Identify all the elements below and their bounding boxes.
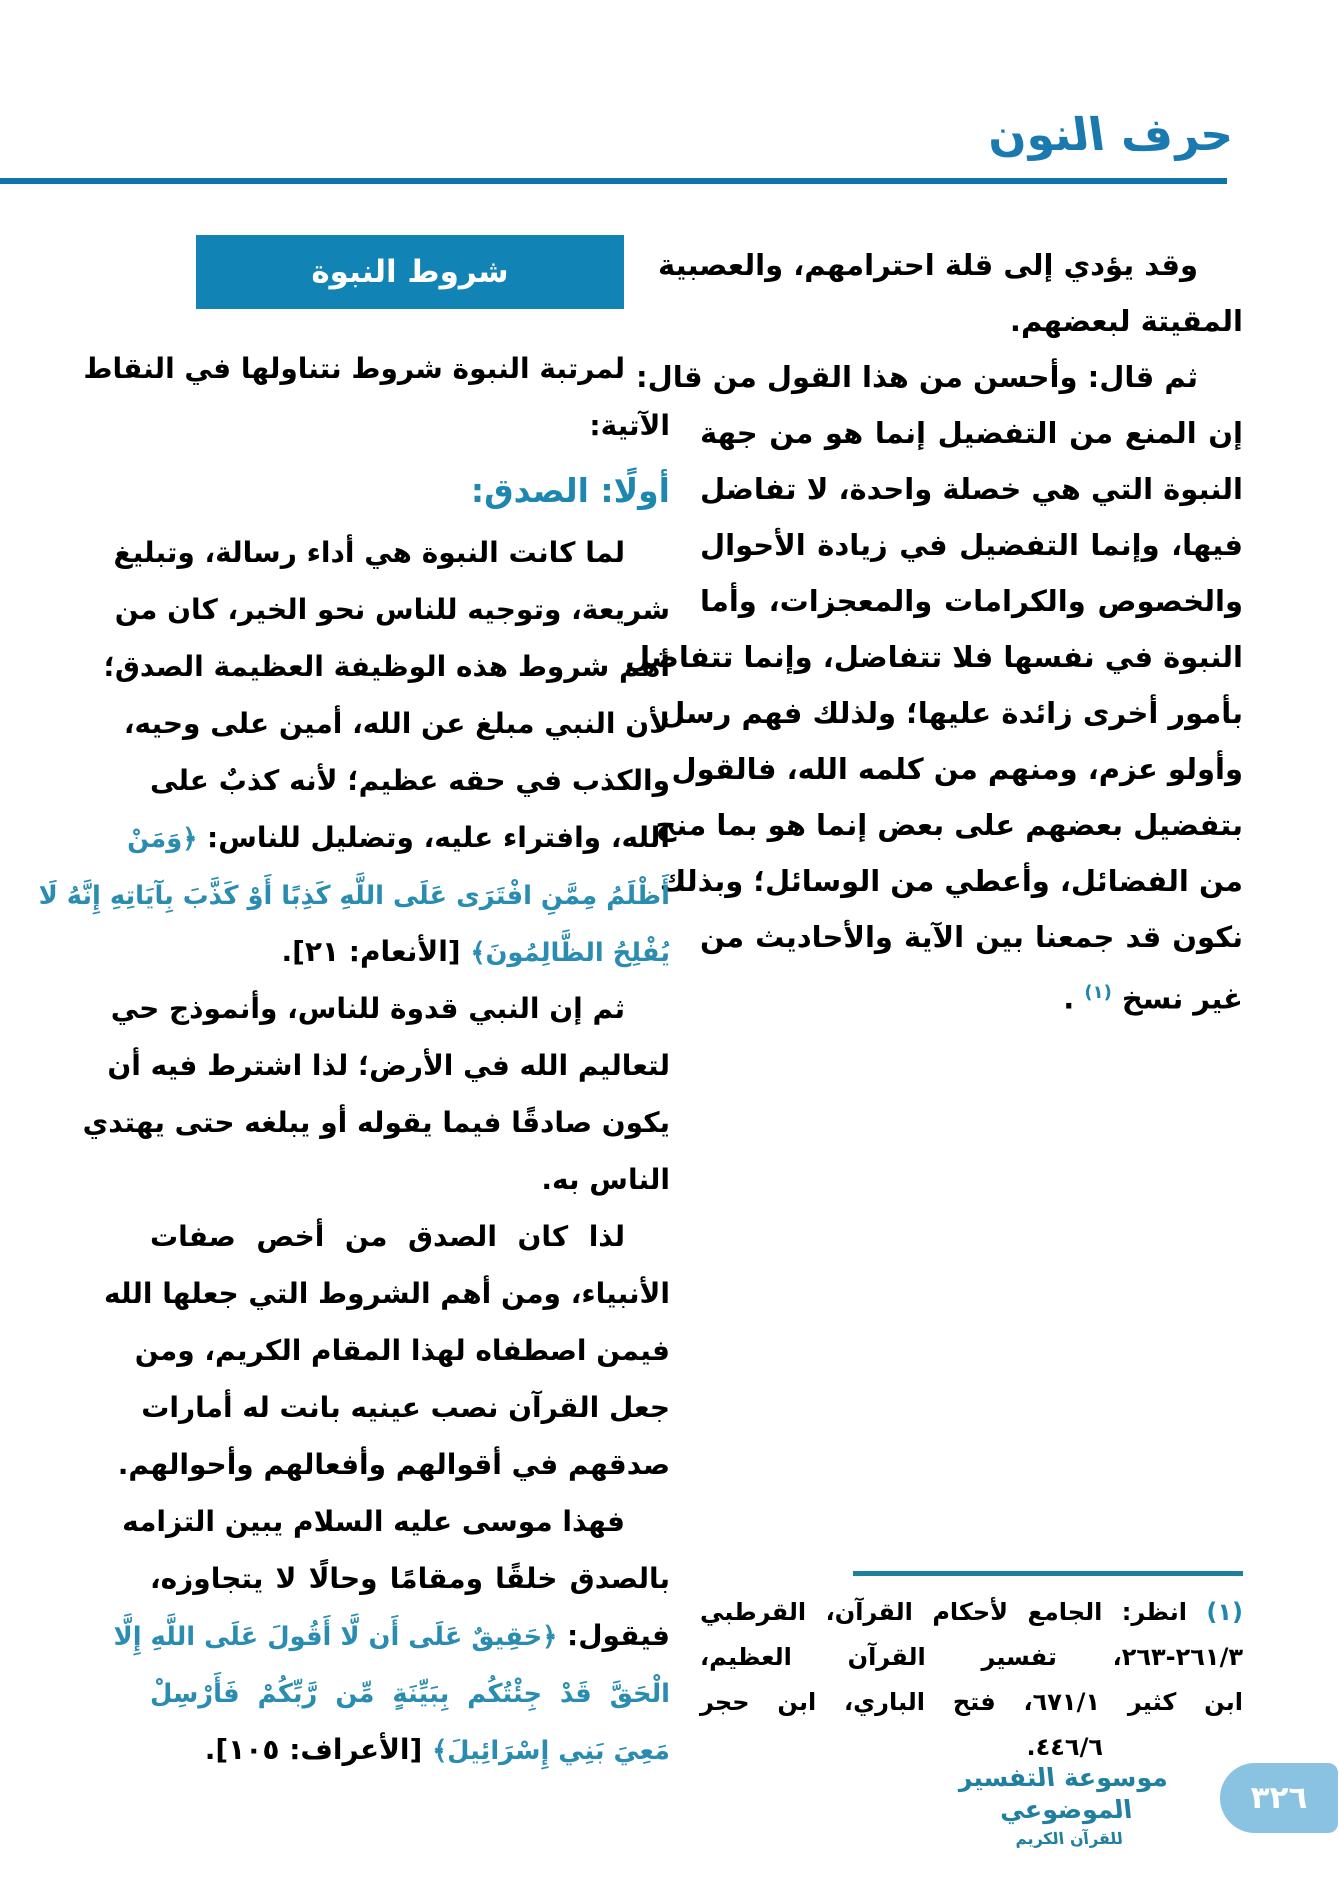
footnote-separator-rule [853, 1571, 1243, 1576]
text-line [123, 695, 670, 752]
body-text: إن المنع من التفضيل إنما هو من جهة [700, 416, 1243, 450]
text-line [150, 1550, 670, 1607]
body-text: والكذب في حقه عظيم؛ لأنه كذبٌ على [150, 764, 670, 797]
quran-text: ﴿حَقِيقٌ عَلَى أَن لَّا أَقُولَ عَلَى اللَّهِ إِلَّا [113, 1622, 558, 1652]
chapter-title-calligraphy: حرف النون [983, 108, 1237, 161]
text-line [700, 461, 1243, 517]
publisher-logo-line2: للقرآن الكريم [1013, 1829, 1124, 1848]
text-line [700, 1635, 1243, 1680]
body-text: لما كانت النبوة هي أداء رسالة، وتبليغ [113, 536, 625, 569]
body-text: نكون قد جمعنا بين الآية والأحاديث من [700, 920, 1243, 954]
text-line [83, 340, 670, 397]
body-text: لذا كان الصدق من أخص صفات [150, 1220, 625, 1253]
body-text: ابن كثير ١‏/‏٦٧١، فتح الباري، ابن حجر [700, 1688, 1243, 1716]
quran-text: مَعِيَ بَنِي إِسْرَائِيلَ﴾ [432, 1736, 670, 1766]
text-line [660, 685, 1243, 741]
text-line [635, 349, 1243, 405]
quran-text: الْحَقَّ قَدْ جِئْتُكُم بِبَيِّنَةٍ مِّن رَّبِّكُمْ فَأَرْسِلْ [150, 1679, 670, 1709]
text-line [134, 1322, 670, 1379]
body-text: وأولو عزم، ومنهم من كلمه الله، فالقول [671, 752, 1243, 786]
body-text: وقد يؤدي إلى قلة احترامهم، والعصبية [658, 248, 1198, 282]
text-line [150, 923, 670, 980]
text-line [38, 866, 670, 923]
left-text-column [38, 235, 670, 1778]
body-text: فيمن اصطفاه لهذا المقام الكريم، ومن [134, 1334, 670, 1367]
text-line [150, 1721, 670, 1778]
body-text: المقيتة لبعضهم. [1009, 304, 1243, 338]
left-column-lines [38, 340, 670, 1778]
body-text: لتعاليم الله في الأرض؛ لذا اشترط فيه أن [107, 1049, 670, 1082]
body-text: انظر: الجامع لأحكام القرآن، القرطبي [700, 1598, 1187, 1626]
text-line [700, 909, 1243, 965]
quran-text: ﴿وَمَنْ [127, 824, 198, 854]
body-text: ٣‏/‏٢٦١‏-‏٢٦٣، تفسير القرآن العظيم، [700, 1643, 1243, 1671]
text-line [700, 405, 1243, 461]
body-text: . [1063, 981, 1075, 1016]
text-line [141, 1379, 670, 1436]
body-text: ثم قال: وأحسن من هذا القول من قال: [635, 360, 1198, 394]
footnote-marker: (١) [1186, 1598, 1243, 1626]
text-line [107, 1037, 670, 1094]
body-text: الأنبياء، ومن أهم الشروط التي جعلها الله [104, 1277, 670, 1310]
publisher-logo-line1: موسوعة التفسير الموضوعي [956, 1763, 1169, 1824]
text-line [655, 797, 1243, 853]
text-line [671, 741, 1243, 797]
text-line [700, 965, 1243, 1021]
body-text: الله، وافتراء عليه، وتضليل للناس: [197, 821, 670, 854]
page-number-badge: ٣٢٦ [1220, 1763, 1338, 1833]
text-line [700, 517, 1243, 573]
text-line [150, 397, 670, 454]
text-line [150, 1664, 670, 1721]
body-text: بتفضيل بعضهم على بعض إنما هو بما منح [655, 808, 1243, 842]
body-text: صدقهم في أقوالهم وأفعالهم وأحوالهم. [117, 1448, 670, 1481]
body-text: [الأعراف: ١٠٥]. [204, 1733, 423, 1766]
text-line [700, 293, 1243, 349]
body-text: بالصدق خلقًا ومقامًا وحالًا لا يتجاوزه، [150, 1562, 670, 1595]
body-text: الناس به. [541, 1163, 670, 1196]
section-title-box: شروط النبوة [196, 235, 624, 309]
text-line [104, 1265, 670, 1322]
body-text: يكون صادقًا فيما يقوله أو يبلغه حتى يهتدي [82, 1106, 670, 1139]
body-text: شريعة، وتوجيه للناس نحو الخير، كان من [114, 593, 670, 626]
text-line [103, 638, 670, 695]
text-line [700, 1590, 1243, 1635]
text-line [117, 1436, 670, 1493]
body-text: ٦‏/‏٤٤٦. [1026, 1733, 1103, 1761]
body-text: فيقول: [557, 1619, 670, 1652]
body-text: [الأنعام: ٢١]. [281, 935, 461, 968]
body-text: فيها، وإنما التفضيل في زيادة الأحوال [700, 528, 1243, 562]
body-text: جعل القرآن نصب عينيه بانت له أمارات [141, 1391, 670, 1424]
text-line [659, 853, 1243, 909]
footnote-reference-superscript: (١) [1084, 982, 1112, 1003]
text-line [658, 237, 1243, 293]
text-line [150, 1208, 670, 1265]
text-line [122, 1493, 670, 1550]
body-text: فهذا موسى عليه السلام يبين التزامه [122, 1505, 625, 1538]
text-line [110, 980, 670, 1037]
text-line [700, 573, 1243, 629]
body-text: النبوة التي هي خصلة واحدة، لا تفاضل [700, 472, 1243, 506]
text-line [150, 1151, 670, 1208]
text-line [700, 1680, 1243, 1725]
text-line [150, 454, 670, 524]
body-text: أهم شروط هذه الوظيفة العظيمة الصدق؛ [103, 650, 670, 683]
text-line [113, 524, 670, 581]
text-line [82, 1094, 670, 1151]
body-text: ثم إن النبي قدوة للناس، وأنموذج حي [110, 992, 625, 1025]
body-text: لمرتبة النبوة شروط نتناولها في النقاط [83, 352, 625, 385]
quran-text: أَظْلَمُ مِمَّنِ افْتَرَى عَلَى اللَّهِ كَذِبًا أَوْ كَذَّبَ بِآيَاتِهِ إِنَّهُ لَا [38, 881, 670, 911]
text-line [624, 629, 1243, 685]
body-text: الآتية: [589, 409, 670, 442]
text-line [150, 752, 670, 809]
header-divider-rule [0, 178, 1227, 184]
section-heading: أولًا: الصدق: [470, 471, 670, 510]
body-text: بأمور أخرى زائدة عليها؛ ولذلك فهم رسل [660, 696, 1243, 730]
body-text: لأن النبي مبلغ عن الله، أمين على وحيه، [123, 707, 670, 740]
body-text: والخصوص والكرامات والمعجزات، وأما [700, 584, 1243, 618]
quran-text: يُفْلِحُ الظَّالِمُونَ﴾ [470, 938, 670, 968]
text-line [114, 581, 670, 638]
body-text: النبوة في نفسها فلا تتفاضل، وإنما تتفاضل [624, 640, 1243, 674]
body-text: من الفضائل، وأعطي من الوسائل؛ وبذلك [659, 864, 1243, 898]
publisher-logo-calligraphy [943, 1762, 1187, 1852]
body-text: غير نسخ [1121, 981, 1243, 1016]
text-line [127, 809, 670, 866]
text-line [113, 1607, 670, 1664]
footnote-block [700, 1590, 1243, 1770]
